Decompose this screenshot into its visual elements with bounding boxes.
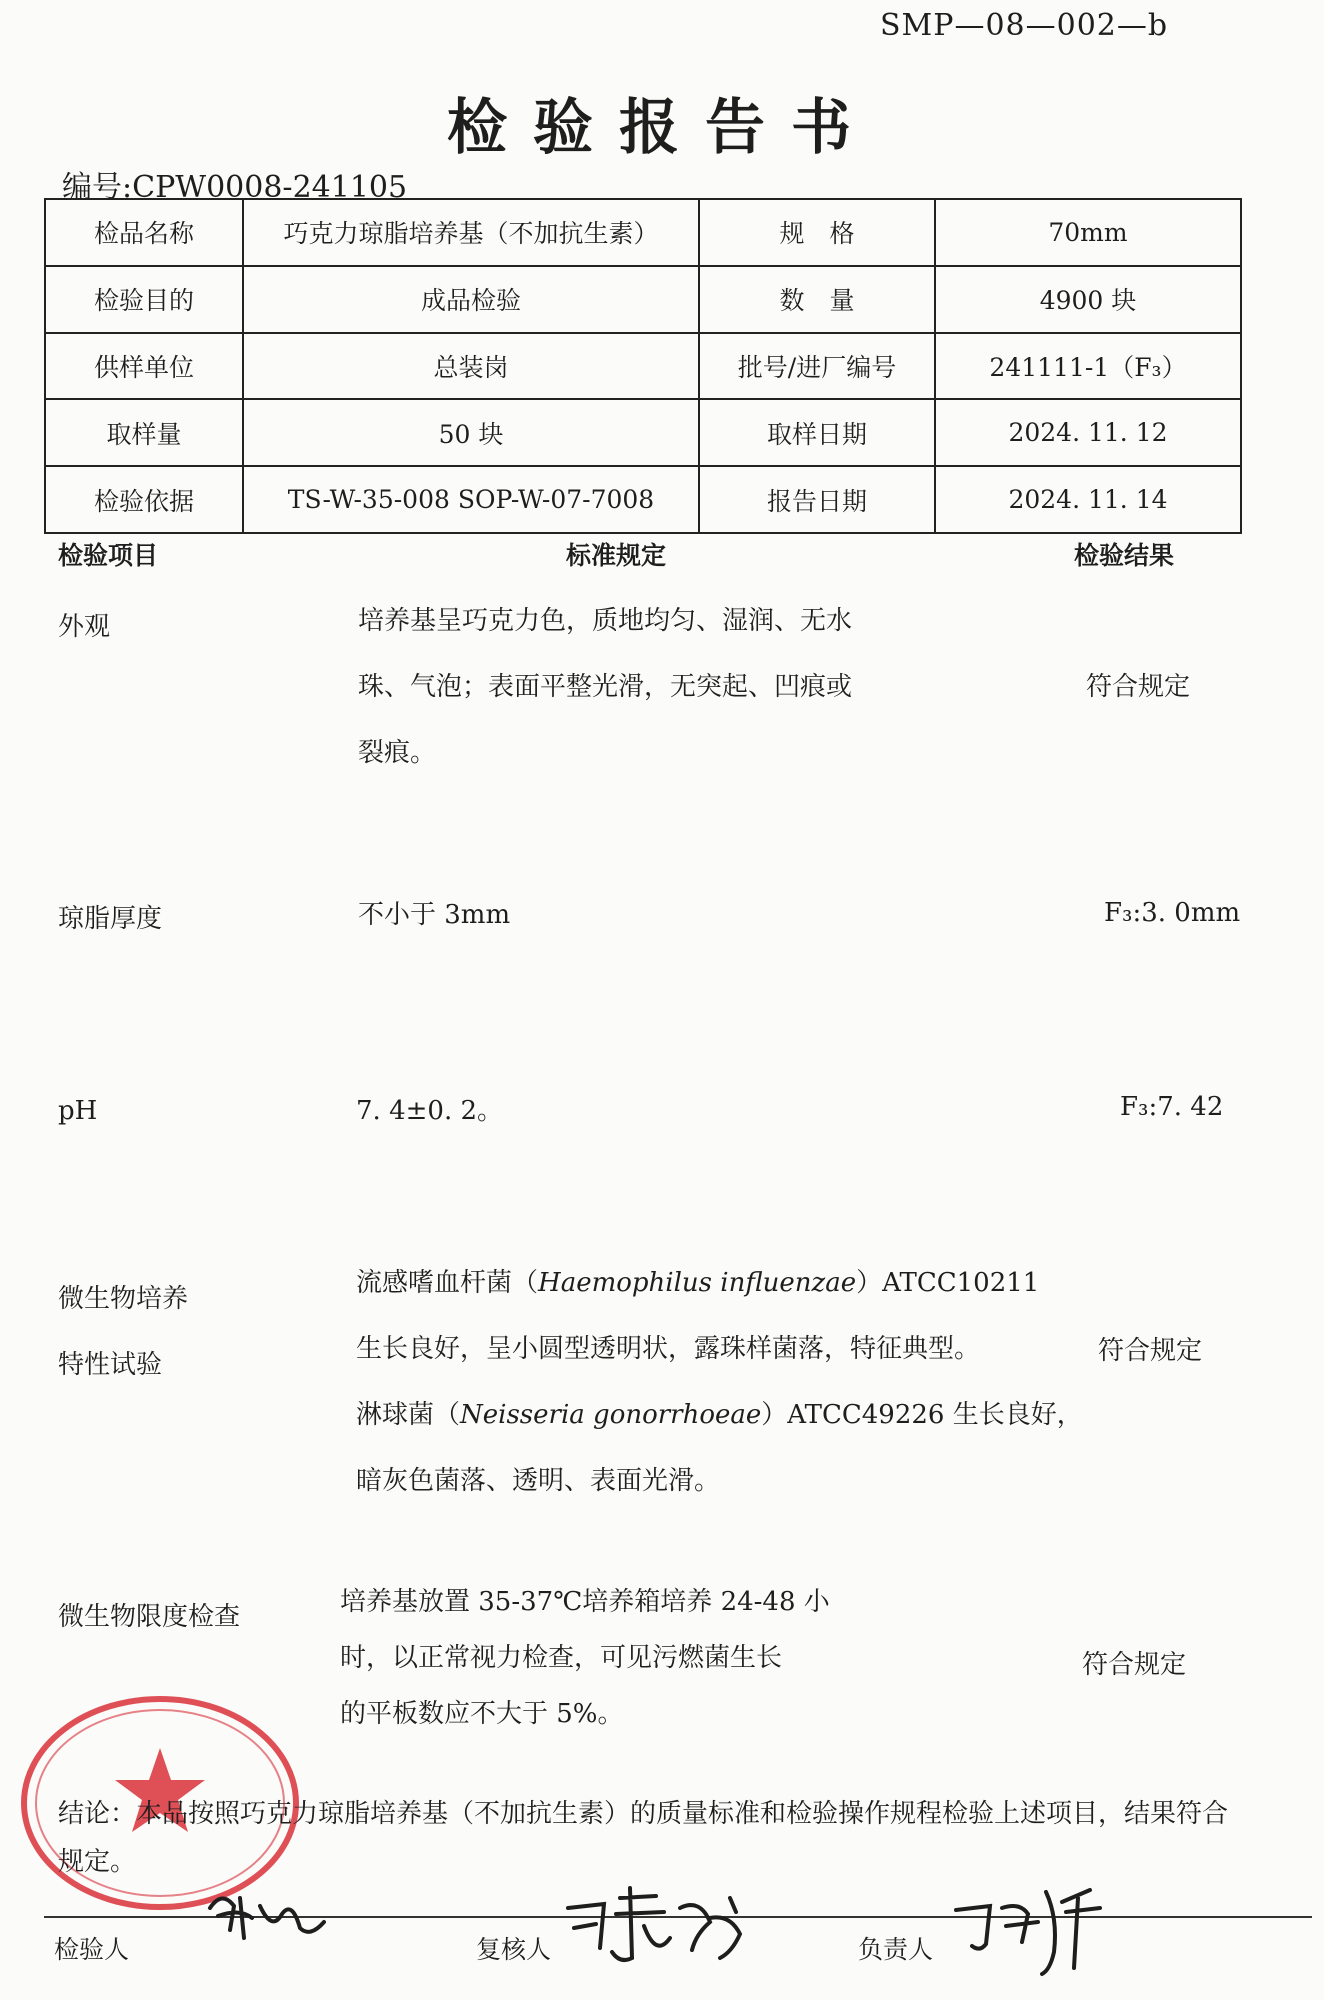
basis-value: TS-W-35-008 SOP-W-07-7008: [243, 466, 699, 533]
basis-label: 检验依据: [45, 466, 243, 533]
report-date-value: 2024. 11. 14: [935, 466, 1241, 533]
item-result-appearance: 符合规定: [1086, 672, 1191, 702]
report-number-label: 编号:: [62, 170, 133, 205]
responsible-signature: [950, 1878, 1110, 1978]
quantity-value: 4900 块: [935, 266, 1241, 333]
sample-date-value: 2024. 11. 12: [935, 399, 1241, 466]
item-standard-appearance: [358, 588, 852, 786]
item-label-culture-test: [58, 1266, 188, 1398]
info-row-purpose: [45, 266, 1241, 333]
column-header-item: 检验项目: [58, 541, 159, 570]
info-row-basis: [45, 466, 1241, 533]
quantity-label: 数 量: [699, 266, 935, 333]
item-label-microbial-limit: 微生物限度检查: [58, 1602, 241, 1632]
info-row-supplier: [45, 333, 1241, 400]
item-label-agar-thickness: 琼脂厚度: [58, 904, 163, 934]
item-standard-ph: 7. 4±0. 2。: [356, 1096, 504, 1126]
spec-value: 70mm: [935, 199, 1241, 266]
standard-line: 培养基呈巧克力色，质地均匀、湿润、无水: [358, 606, 853, 636]
column-header-result: 检验结果: [1074, 541, 1175, 570]
organism-latin-name: Haemophilus influenzae: [538, 1268, 857, 1298]
item-label-ph: pH: [58, 1096, 98, 1126]
sample-qty-value: 50 块: [243, 399, 699, 466]
standard-line: 裂痕。: [358, 738, 437, 768]
report-date-label: 报告日期: [699, 466, 935, 533]
supplier-value: 总装岗: [243, 333, 699, 400]
standard-line: 培养基放置 35-37℃培养箱培养 24-48 小: [340, 1587, 830, 1617]
product-name-value: 巧克力琼脂培养基（不加抗生素）: [243, 199, 699, 266]
organism-prefix: 淋球菌（: [356, 1400, 461, 1430]
item-result-agar-thickness: F₃:3. 0mm: [1104, 898, 1241, 928]
batch-value: 241111-1（F₃）: [935, 333, 1241, 400]
inspector-label: 检验人: [54, 1935, 130, 1964]
page-title: 检验报告书: [447, 93, 877, 163]
column-header-standard: 标准规定: [566, 541, 667, 570]
item-result-microbial-limit: 符合规定: [1082, 1650, 1187, 1680]
product-name-label: 检品名称: [45, 199, 243, 266]
standard-line: 生长良好，呈小圆型透明状，露珠样菌落，特征典型。: [356, 1334, 981, 1364]
batch-label: 批号/进厂编号: [699, 333, 935, 400]
inspector-signature: [200, 1878, 340, 1948]
organism-prefix: 流感嗜血杆菌（: [356, 1268, 539, 1298]
item-standard-culture-test: [356, 1250, 1083, 1514]
organism-latin-name: Neisseria gonorrhoeae: [460, 1400, 762, 1430]
item-standard-agar-thickness: 不小于 3mm: [358, 900, 511, 930]
purpose-label: 检验目的: [45, 266, 243, 333]
reviewer-label: 复核人: [476, 1935, 552, 1964]
spec-label: 规 格: [699, 199, 935, 266]
responsible-label: 负责人: [858, 1935, 934, 1964]
item-result-ph: F₃:7. 42: [1120, 1092, 1224, 1122]
report-number-value: CPW0008-241105: [132, 170, 408, 205]
sample-date-label: 取样日期: [699, 399, 935, 466]
info-row-sample: [45, 399, 1241, 466]
item-standard-microbial-limit: [340, 1574, 830, 1742]
standard-line: [356, 1250, 1083, 1316]
standard-line: 暗灰色菌落、透明、表面光滑。: [356, 1466, 721, 1496]
organism-suffix: ）ATCC49226 生长良好，: [761, 1400, 1083, 1430]
standard-line: 时，以正常视力检查，可见污燃菌生长: [340, 1643, 783, 1673]
supplier-label: 供样单位: [45, 333, 243, 400]
item-label-line: 微生物培养: [58, 1284, 189, 1314]
item-label-appearance: 外观: [58, 612, 111, 642]
standard-line: 的平板数应不大于 5%。: [340, 1699, 624, 1729]
info-table: [44, 198, 1242, 534]
organism-suffix: ）ATCC10211: [856, 1268, 1040, 1298]
info-row-product: [45, 199, 1241, 266]
item-label-line: 特性试验: [58, 1350, 163, 1380]
document-code: SMP—08—002—b: [880, 8, 1169, 43]
standard-line: 珠、气泡；表面平整光滑，无突起、凹痕或: [358, 672, 853, 702]
purpose-value: 成品检验: [243, 266, 699, 333]
reviewer-signature: [560, 1878, 760, 1968]
standard-line: [356, 1382, 1083, 1448]
conclusion-text: 结论：本品按照巧克力琼脂培养基（不加抗生素）的质量标准和检验操作规程检验上述项目，结果符合规定。: [58, 1799, 1229, 1877]
item-result-culture-test: 符合规定: [1098, 1336, 1203, 1366]
sample-qty-label: 取样量: [45, 399, 243, 466]
